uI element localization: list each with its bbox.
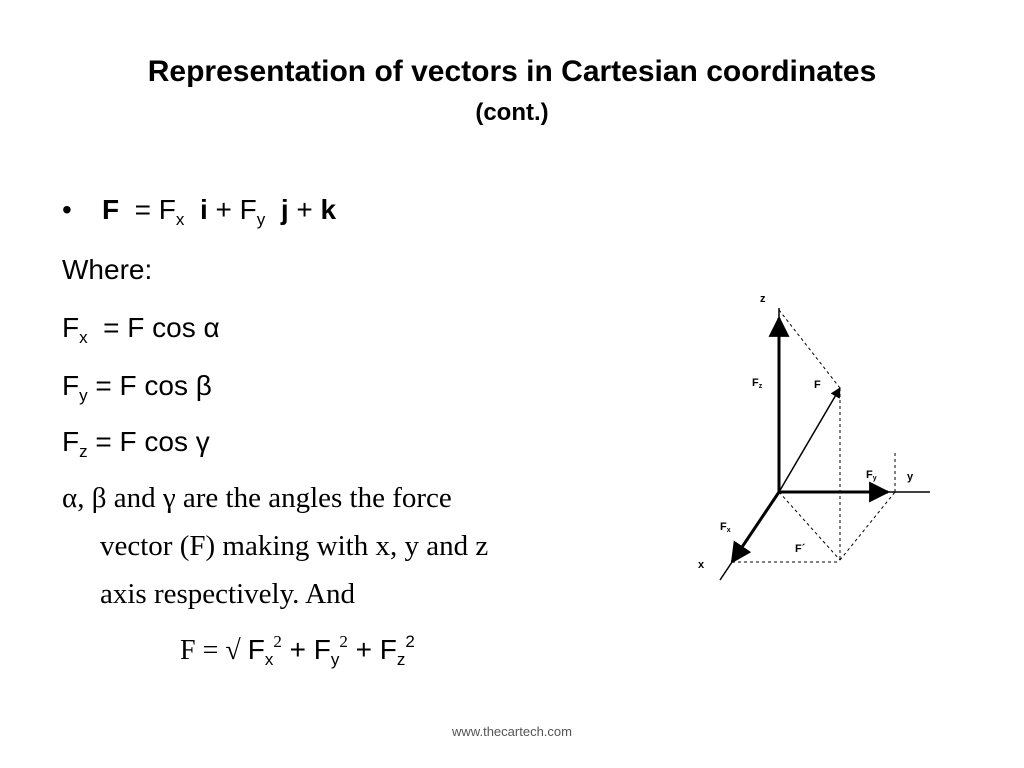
fz-equation: $F_z = F$ cos γ (62, 426, 210, 461)
fx-equation: $F_x = F$ cos α (62, 312, 220, 347)
fz-label: Fz (752, 377, 763, 390)
f-label: F (814, 379, 821, 391)
fx-label: Fx (720, 521, 731, 534)
f-vector (779, 388, 840, 492)
f-prime-label: F´ (795, 543, 806, 555)
y-axis-label: y (907, 471, 914, 483)
footer-url: www.thecartech.com (452, 724, 572, 739)
fy-label: Fy (866, 469, 877, 482)
unit-i: i (199, 194, 208, 225)
slide-subtitle: (cont.) (475, 99, 549, 126)
vector-components-diagram (690, 280, 940, 590)
angles-paragraph-line2: vector (F) making with x, y and z (100, 530, 489, 562)
angles-paragraph-line3: axis respectively. And (100, 578, 356, 610)
bullet-marker: • (62, 194, 72, 225)
x-axis-label: x (698, 559, 705, 571)
where-label: Where: (62, 254, 153, 285)
unit-j: j (280, 194, 289, 225)
angles-paragraph-line1: α, β and γ are the angles the force (62, 482, 452, 514)
slide-title: Representation of vectors in Cartesian coordinates (147, 55, 877, 88)
unit-k: k (320, 194, 337, 225)
fy-equation: $F_y = F$ cos β (62, 370, 212, 405)
z-axis-label: z (760, 293, 766, 305)
vector-F: F (102, 194, 120, 225)
fx-vector (732, 492, 779, 562)
magnitude-equation: F = √ $F_x^2 + F_y^2 + F_z^2$ (180, 632, 415, 669)
vector-equation: $F = F_x$ $i + F_y$ j + k (102, 194, 337, 229)
